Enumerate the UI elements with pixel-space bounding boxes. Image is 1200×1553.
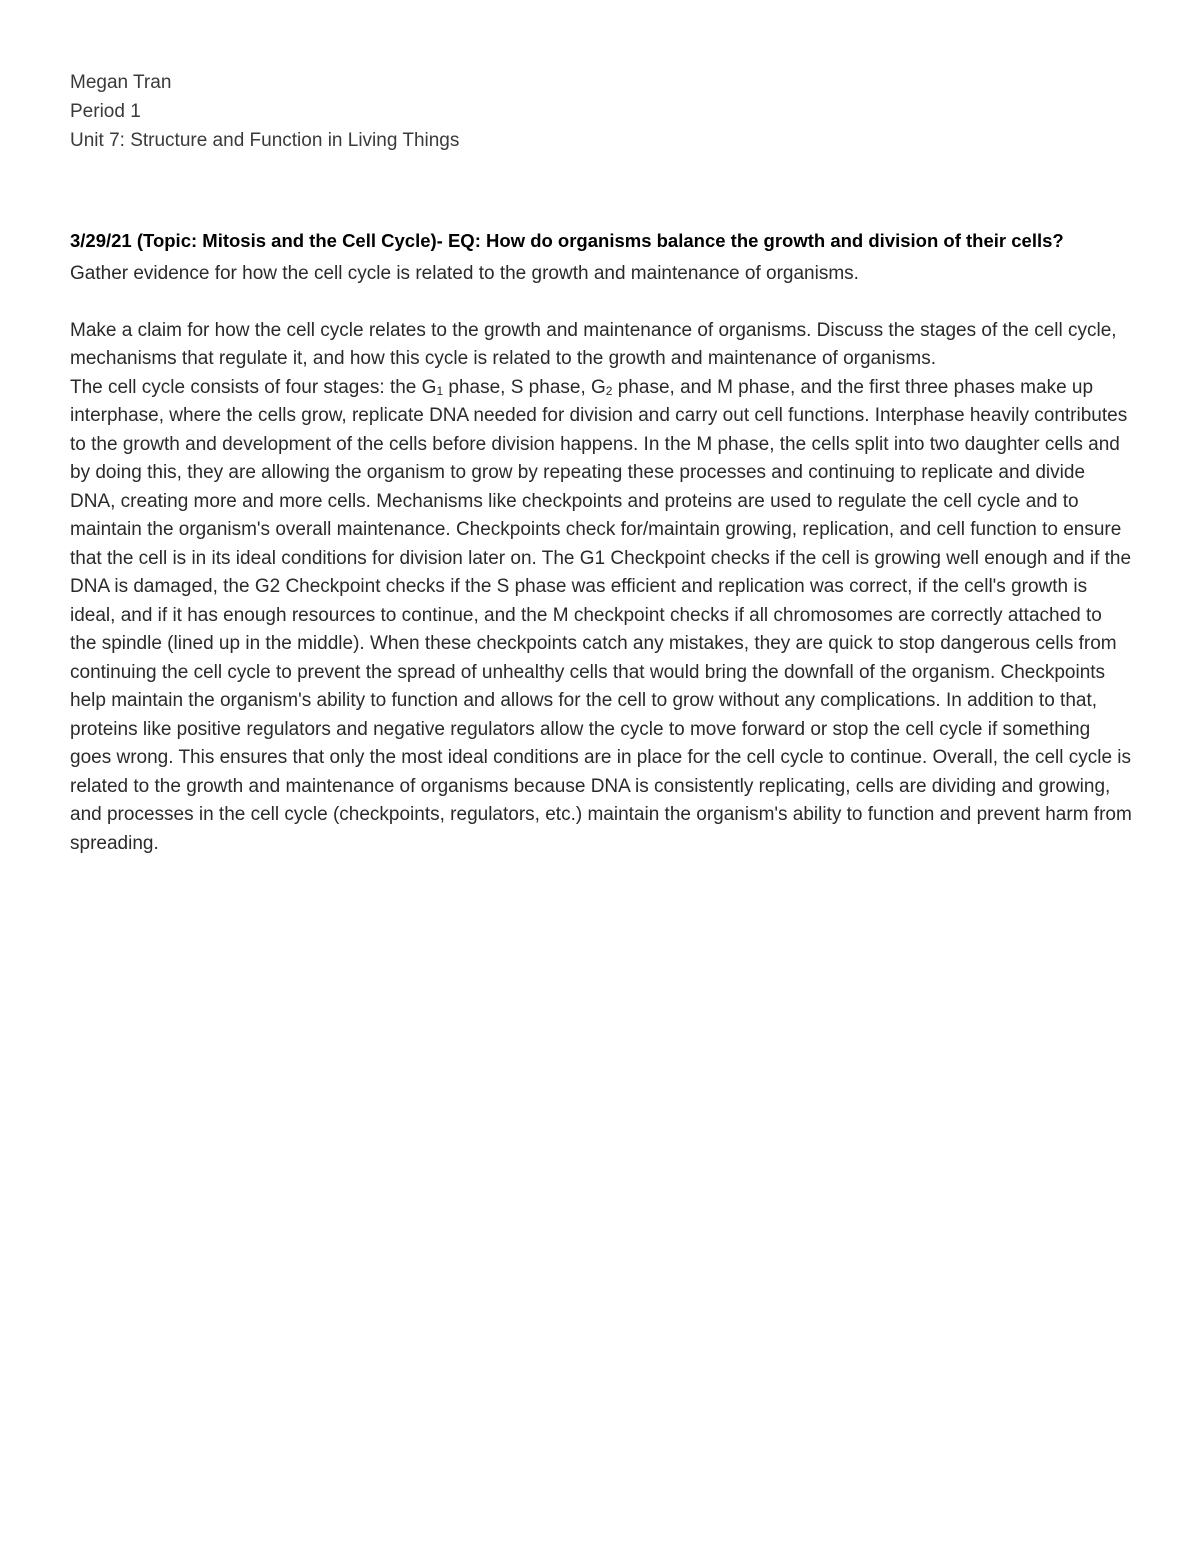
document-page	[70, 68, 1132, 858]
prompt-make-claim: Make a claim for how the cell cycle relates to the growth and maintenance of organisms. Discuss the stages of the cell cycle, mechanisms that regulate it, and how this cycle is related to the growth and maintenance of organisms.	[70, 319, 1117, 369]
subscript-1: 1	[436, 383, 444, 398]
answer-text-2: phase, S phase, G	[443, 376, 606, 398]
class-period: Period 1	[70, 101, 141, 122]
unit-title: Unit 7: Structure and Function in Living Things	[70, 130, 460, 151]
subscript-2: 2	[605, 383, 613, 398]
prompt-gather-evidence: Gather evidence for how the cell cycle is related to the growth and maintenance of organisms.	[70, 263, 859, 284]
student-name: Megan Tran	[70, 72, 172, 93]
entry-heading: 3/29/21 (Topic: Mitosis and the Cell Cycle)- EQ: How do organisms balance the growth and division of their cells?	[70, 230, 1064, 251]
answer-paragraph	[70, 374, 1132, 859]
answer-text-3: phase, and M phase, and the first three phases make up interphase, where the cells grow, replicate DNA needed for division and carry out cell functions. Interphase heavily contributes to the growth and development of the cells before division happens. In the M phase, the cells split into two daughter cells and by doing this, they are allowing the organism to grow by repeating these processes and continuing to replicate and divide DNA, creating more and more cells. Mechanisms like checkpoints and proteins are used to regulate the cell cycle and to maintain the organism's overall maintenance. Checkpoints check for/maintain growing, replication, and cell function to ensure that the cell is in its ideal conditions for division later on. The G1 Checkpoint checks if the cell is growing well enough and if the DNA is damaged, the G2 Checkpoint checks if the S phase was efficient and replication was correct, if the cell's growth is ideal, and if it has enough resources to continue, and the M checkpoint checks if all chromosomes are correctly attached to the spindle (lined up in the middle). When these checkpoints catch any mistakes, they are quick to stop dangerous cells from continuing the cell cycle to prevent the spread of unhealthy cells that would bring the downfall of the organism. Checkpoints help maintain the organism's ability to function and allows for the cell to grow without any complications. In addition to that, proteins like positive regulators and negative regulators allow the cycle to move forward or stop the cell cycle if something goes wrong. This ensures that only the most ideal conditions are in place for the cell cycle to continue. Overall, the cell cycle is related to the growth and maintenance of organisms because DNA is consistently replicating, cells are dividing and growing, and processes in the cell cycle (checkpoints, regulators, etc.) maintain the organism's ability to function and prevent harm from spreading.	[70, 376, 1132, 854]
answer-text-1: The cell cycle consists of four stages: the G	[70, 376, 437, 398]
